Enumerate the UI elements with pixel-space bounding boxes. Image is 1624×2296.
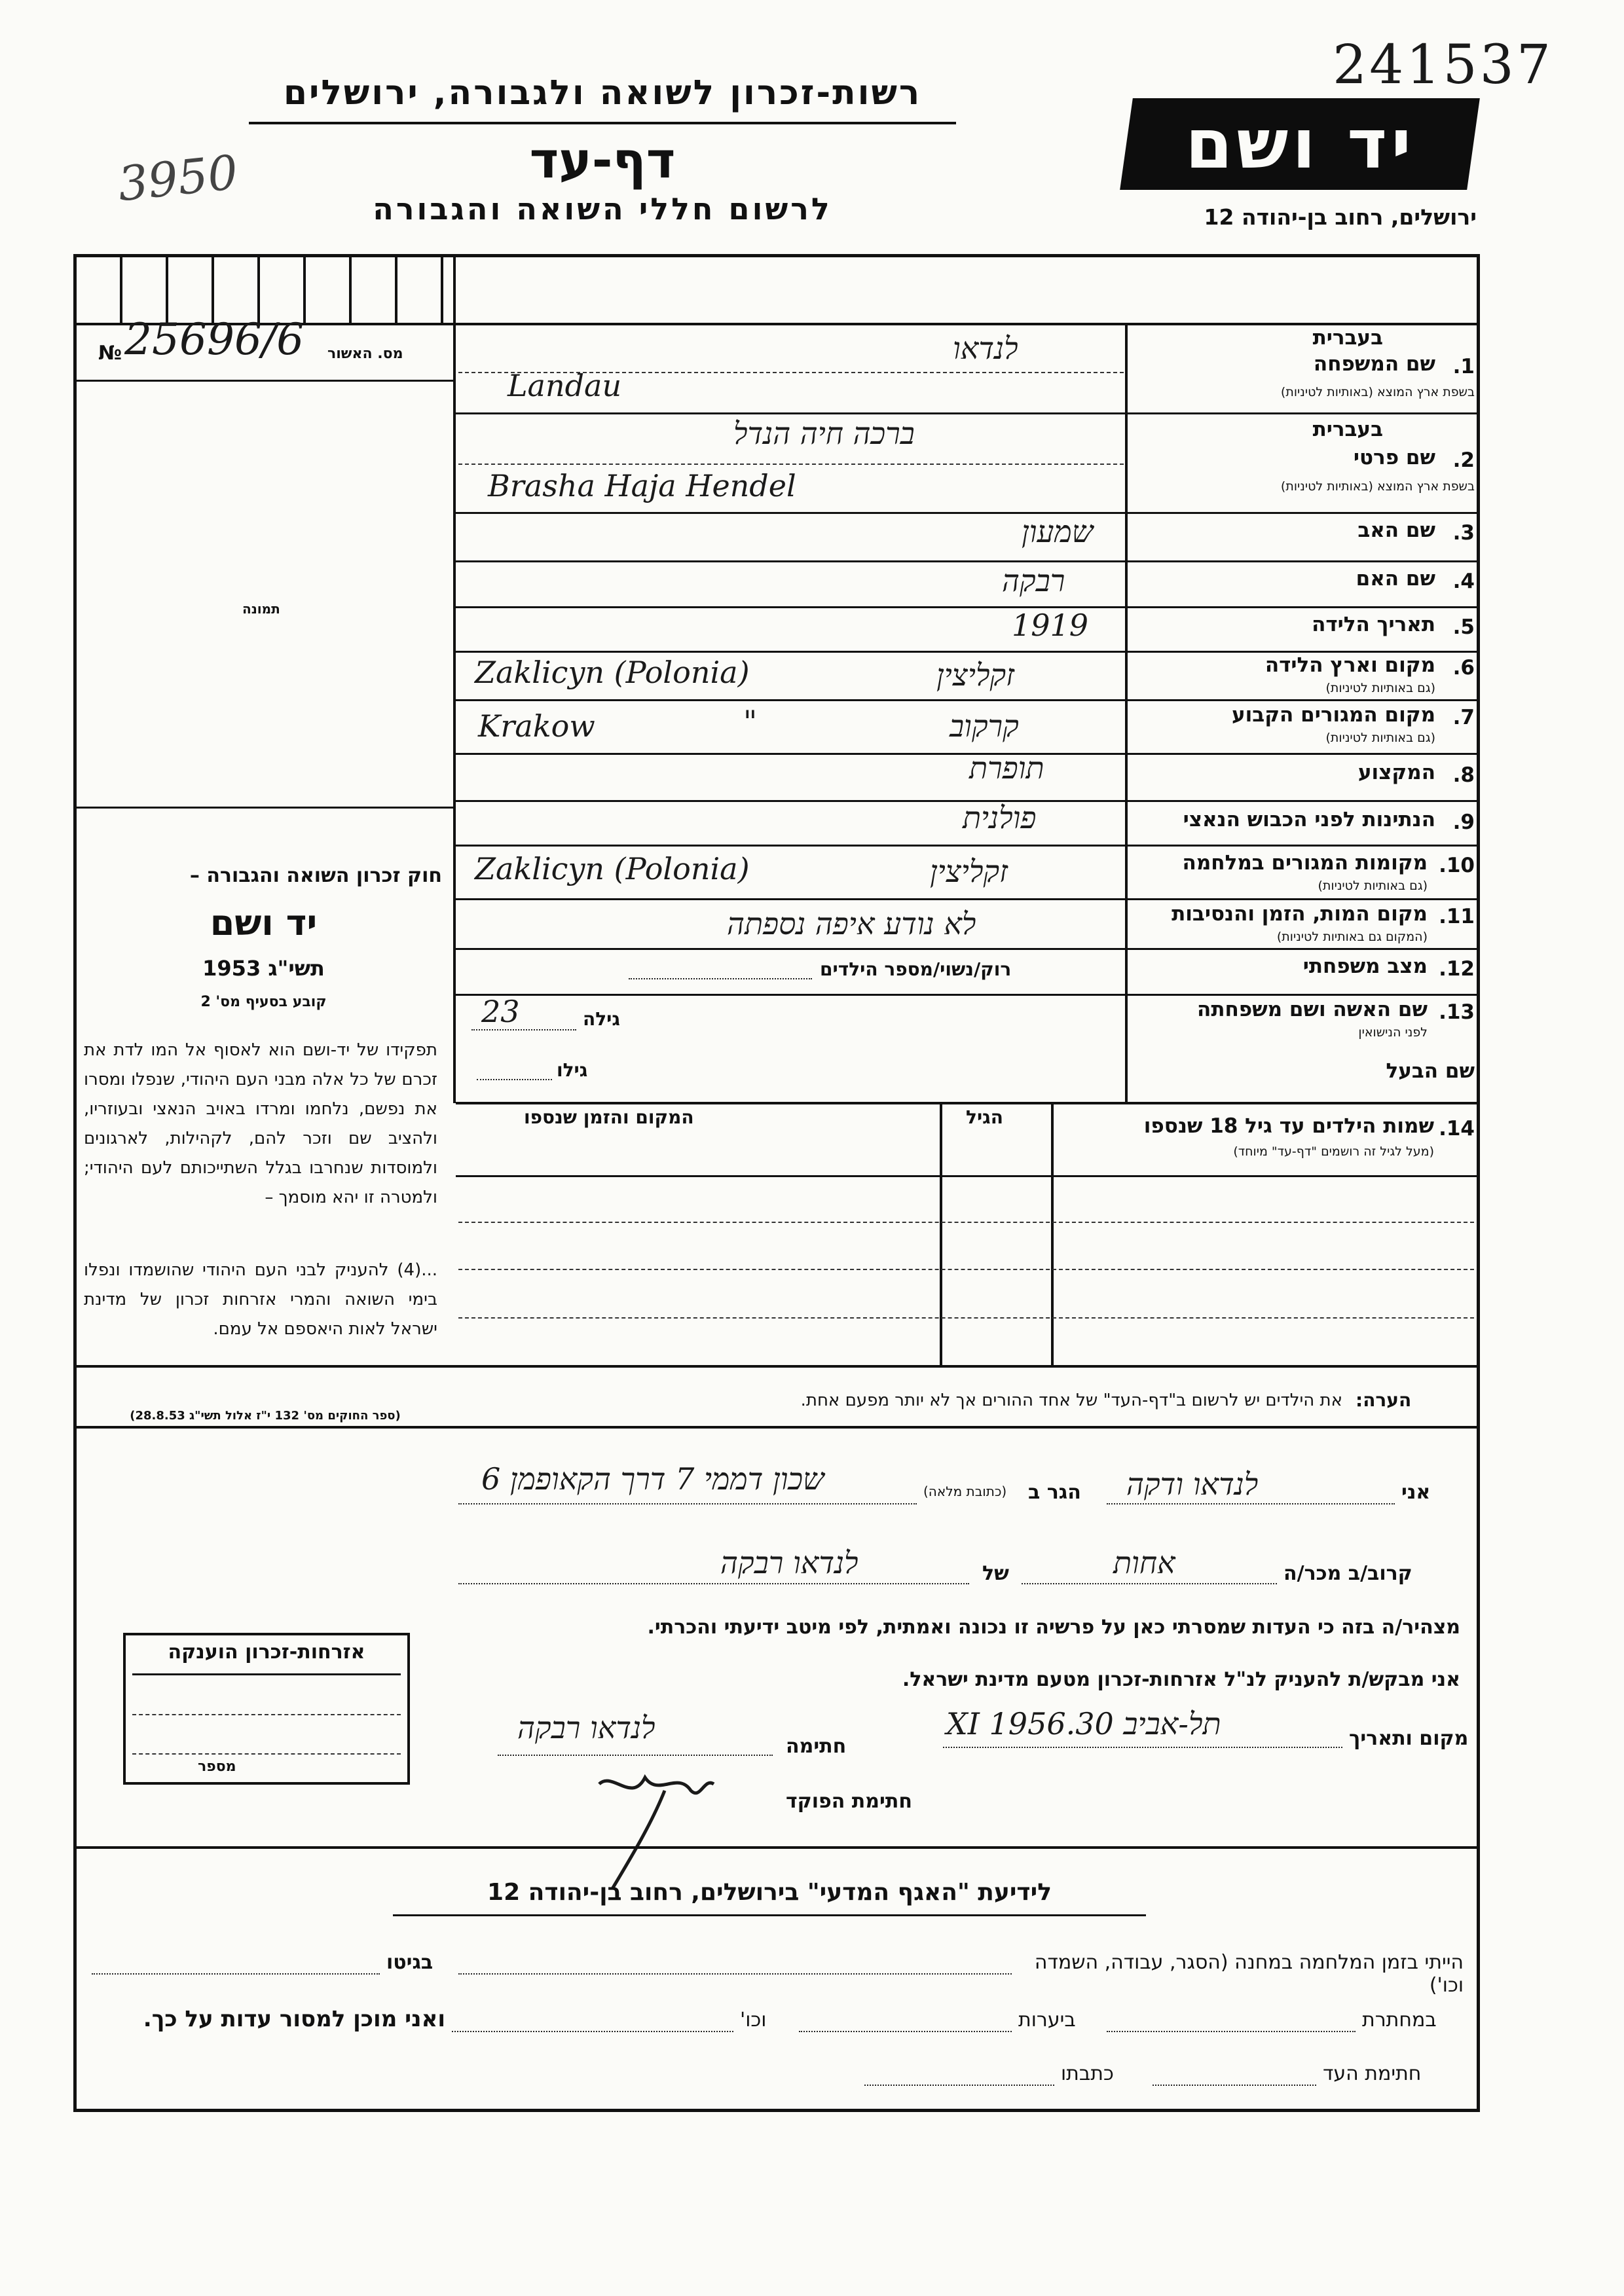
- age-label: גילה: [583, 1008, 620, 1030]
- address: ירושלים, רחוב בן-יהודה 12: [1204, 204, 1477, 230]
- field-1-label: שם המשפחה: [1313, 352, 1435, 376]
- field-8-value: תופרת: [969, 750, 1044, 786]
- field-6-hebrew-value: זקליצין: [936, 657, 1014, 693]
- field-2-latin-value: Brasha Haja Hendel: [488, 468, 796, 503]
- field-7-latin-note: (גם באותיות לטיניות): [1325, 731, 1435, 745]
- of-label: של: [982, 1562, 1009, 1585]
- footer-line3-b: כתבתו: [1061, 2062, 1114, 2085]
- field-9-num: 9.: [1452, 811, 1475, 834]
- footer-line1-end: בגיטו: [386, 1951, 434, 1974]
- field-4-value: רבקה: [1002, 563, 1065, 598]
- field-5-num: 5.: [1452, 615, 1475, 639]
- field-2-hebrew-value: ברכה חיה הנדל: [733, 416, 915, 451]
- field-7-hebrew-value: קרקוב: [950, 708, 1019, 744]
- field-10-latin-note: (גם באותיות לטיניות): [1318, 879, 1428, 893]
- entry-number-prefix: №: [98, 342, 122, 365]
- archive-number: 241537: [1333, 34, 1554, 96]
- yad-vashem-logo: [1120, 98, 1480, 190]
- officer-label: חתימת הפוקד: [786, 1790, 912, 1813]
- field-7-ditto: ": [743, 704, 758, 739]
- children-col-age: הגיל: [966, 1106, 1003, 1128]
- citizenship-title: אזרחות-זכרון הוענקה: [168, 1641, 365, 1664]
- field-11-sub: (המקום גם באותיות לטיניות): [1276, 930, 1428, 944]
- declarant-i-label: אני: [1401, 1481, 1431, 1504]
- husband-age-label: גילו: [557, 1059, 588, 1081]
- footer-line2-d: ואני מוכן למסור עדות על כך.: [143, 2006, 445, 2032]
- children-subtitle: (מעל לגיל זה רושמים "דף-עד" מיוחד): [1233, 1144, 1434, 1159]
- law-text-2: ...(4) להעניק לבני העם היהודי שהושמדו ונפלו בימי השואה והמרי אזרחות זכרון של מדינת ישראל לאות היאספם אל עמם.: [84, 1260, 437, 1339]
- entry-number-label: מס. האשור: [327, 346, 403, 362]
- field-2-label: שם פרטי: [1353, 446, 1435, 469]
- field-5-value: 1919: [1012, 608, 1089, 643]
- field-9-value: פולנית: [963, 800, 1037, 835]
- field-1-num: 1.: [1452, 355, 1475, 378]
- entry-number-value: 25696/6: [124, 314, 304, 365]
- children-col-place: המקום והזמן שנספו: [524, 1106, 694, 1128]
- place-date-label: מקום ותאריך: [1349, 1727, 1469, 1750]
- form-subtitle: לרשום חללי השואה והגבורה: [373, 191, 832, 227]
- law-title: חוק זכרון השואה והגבורה –: [189, 864, 442, 887]
- request-text: אני מבקש/ת להעניק לנ"ל אזרחות-זכרון מטעם מדינת ישראל.: [902, 1668, 1460, 1691]
- husband-label: שם הבעל: [1386, 1059, 1475, 1083]
- law-name: יד ושם: [210, 902, 318, 943]
- note-text: את הילדים יש לרשום ב"דף-העד" של אחד ההורים אך לא יותר מפעם אחת.: [800, 1391, 1342, 1410]
- declarant-name: לנדאו ודקה: [1126, 1467, 1259, 1502]
- field-7-num: 7.: [1452, 706, 1475, 729]
- org-line: רשות-זכרון לשואה ולגבורה, ירושלים: [283, 73, 922, 113]
- footer-line2-b: ביערות: [1018, 2009, 1076, 2032]
- relation-label: קרוב/ב מכר/ה: [1283, 1562, 1412, 1585]
- field-4-label: שם האם: [1356, 567, 1435, 591]
- field-13-num: 13.: [1439, 1000, 1475, 1024]
- top-strip: [77, 257, 453, 323]
- footer-line1: הייתי בזמן המלחמה במחנה (הסגר, עבודה, השמדה וכו'): [1034, 1951, 1464, 1997]
- law-clause: קובע בסעיף מס' 2: [200, 994, 327, 1010]
- field-10-num: 10.: [1439, 854, 1475, 877]
- footer-title: לידיעת "האגף המדעי" בירושלים, רחוב בן-יהודה 12: [487, 1879, 1052, 1906]
- field-3-value: שמעון: [1022, 514, 1094, 549]
- field-8-label: המקצוע: [1357, 761, 1435, 784]
- place-date-value: תל-אביב 30.XI 1956: [946, 1706, 1221, 1741]
- children-title: שמות הילדים עד גיל 18 שנספו: [1143, 1114, 1434, 1138]
- citizenship-number-label: מספר: [198, 1758, 236, 1775]
- field-6-label: מקום וארץ הלידה: [1264, 653, 1435, 677]
- field-7-label: מקום המגורים הקבוע: [1232, 703, 1435, 727]
- note-label: הערה:: [1356, 1389, 1412, 1411]
- field-13-sub: לפני הנישואין: [1358, 1025, 1428, 1040]
- pencil-number: 3950: [115, 144, 241, 212]
- photo-label: תמונה: [242, 601, 280, 617]
- field-5-label: תאריך הלידה: [1312, 613, 1435, 636]
- resides-value: שכון דממי 7 דרך הקאופמן 6: [481, 1461, 824, 1497]
- field-1-hebrew-value: לנדאו: [953, 331, 1018, 366]
- footer-line2-c: וכו': [740, 2009, 767, 2032]
- field-12-num: 12.: [1439, 957, 1475, 981]
- field-12-label: מצב משפחתי: [1302, 955, 1428, 978]
- resides-label: הגר ב: [1028, 1481, 1081, 1504]
- field-6-num: 6.: [1452, 656, 1475, 680]
- of-value: לנדאו רבקה: [720, 1545, 858, 1580]
- field-1-in-hebrew: בעברית: [1312, 326, 1383, 350]
- field-6-latin-note: (גם באותיות לטיניות): [1325, 681, 1435, 695]
- declare-text: מצהיר/ה בזה כי העדות שמסרתי כאן על פרשיה זו נכונה ואמתית, לפי מיטב ידיעתי והכרתי.: [647, 1616, 1460, 1639]
- signature-value: לנדאו רבקה: [517, 1710, 655, 1745]
- field-2-in-hebrew: בעברית: [1312, 418, 1383, 441]
- field-11-num: 11.: [1439, 905, 1475, 928]
- field-10-label: מקומות המגורים במלחמה: [1182, 851, 1428, 875]
- field-12-options: רוק/נשוי/מספר הילדים: [820, 958, 1012, 980]
- field-4-num: 4.: [1452, 570, 1475, 593]
- field-10-hebrew-value: זקליצין: [930, 854, 1008, 889]
- relation-value: אחות: [1113, 1545, 1175, 1580]
- field-2-origin-note: בשפת ארץ המוצא (באותיות לטיניות): [1280, 479, 1475, 494]
- field-11-value: לא נודע איפה נספתה: [727, 906, 976, 941]
- field-11-label: מקום המות, הזמן והנסיבות: [1172, 902, 1428, 926]
- footer-line2-a: במחתרת: [1362, 2009, 1437, 2032]
- field-3-num: 3.: [1452, 521, 1475, 545]
- field-2-num: 2.: [1452, 448, 1475, 472]
- law-text-1: תפקידו של יד-ושם הוא לאסוף אל המו לדת את זכרם של כל אלה מבני העם היהודי, שנפלו ומסרו את נפשם, נלחמו ומרדו באויב הנאצי ובעוזריו, ולהציב שם וזכר להם, לקהילות, לארגונים ולמוסדות שנחרבו בגלל השתייכותם לעם היהודי; ולמטרה זו יהא מוסמך –: [84, 1040, 437, 1207]
- law-year: תשי"ג 1953: [202, 956, 325, 981]
- signature-label: חתימה: [786, 1735, 847, 1758]
- field-13-label: שם האשה ושם משפחתה: [1197, 998, 1428, 1021]
- field-8-num: 8.: [1452, 763, 1475, 787]
- form-title: דף-עד: [529, 131, 676, 189]
- field-1-latin-value: Landau: [507, 368, 622, 403]
- law-source: (ספר החוקים מס' 132 י"ז אלול תשי"ג 28.8.53): [130, 1409, 401, 1423]
- field-6-latin-value: Zaklicyn (Polonia): [475, 655, 750, 690]
- logo-text: יד ושם: [1185, 104, 1415, 184]
- footer-line3-a: חתימת העד: [1323, 2062, 1422, 2085]
- resides-sub: (כתובת מלאה): [923, 1484, 1007, 1499]
- field-1-origin-note: בשפת ארץ המוצא (באותיות לטיניות): [1280, 385, 1475, 399]
- children-num: 14.: [1439, 1117, 1475, 1140]
- citizenship-box: [123, 1633, 410, 1785]
- officer-signature: [586, 1764, 730, 1895]
- age-value: 23: [481, 994, 520, 1029]
- field-10-latin-value: Zaklicyn (Polonia): [475, 851, 750, 886]
- field-9-label: הנתינות לפני הכבוש הנאצי: [1183, 808, 1435, 831]
- field-7-latin-value: Krakow: [478, 708, 595, 744]
- field-3-label: שם האב: [1357, 519, 1435, 542]
